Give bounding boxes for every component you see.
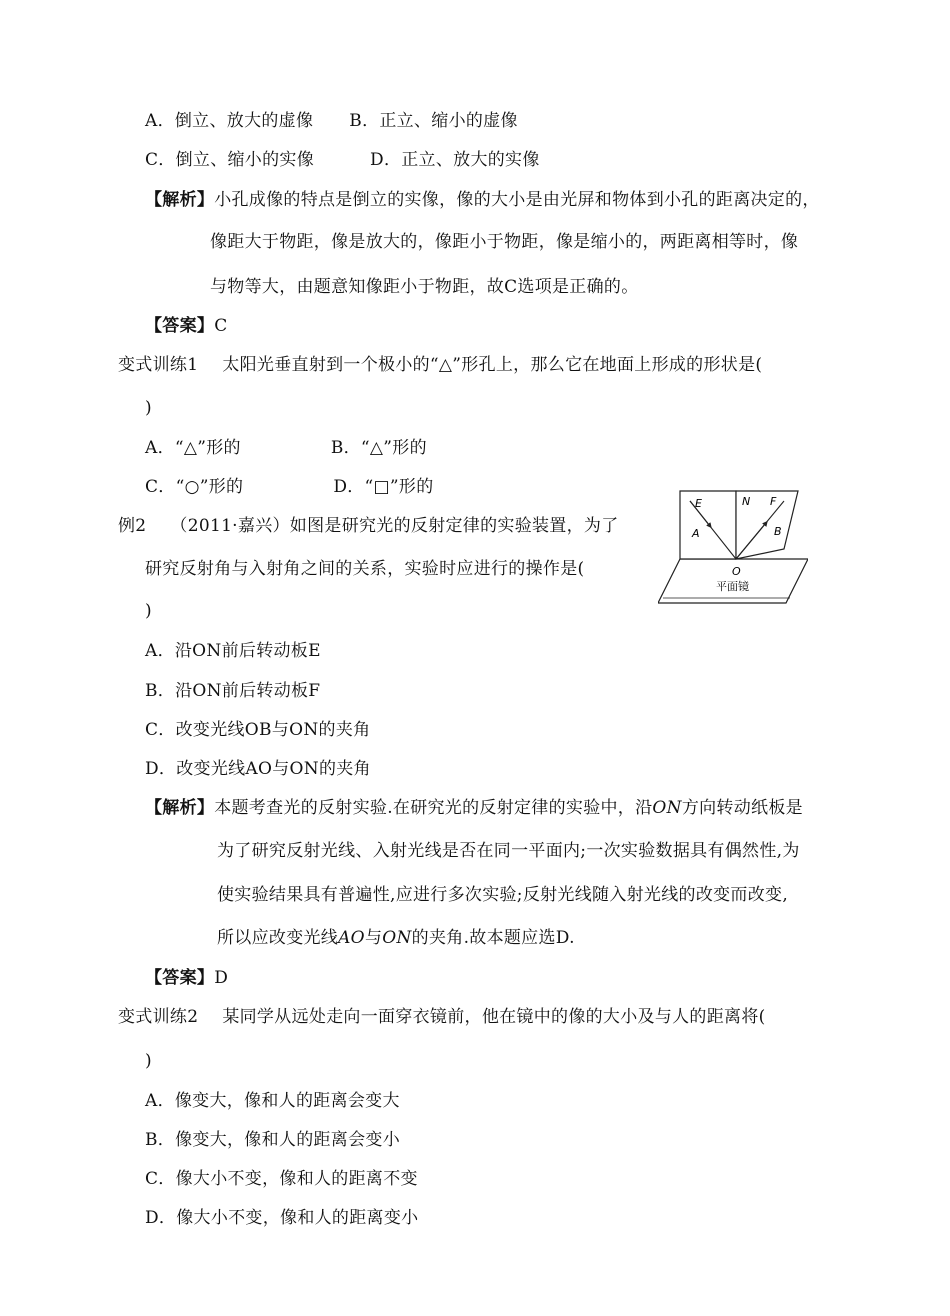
v2-stem-text: 某同学从远处走向一面穿衣镜前，他在镜中的像的大小及与人的距离将( [222,1007,766,1027]
v2-option-d: D．像大小不变，像和人的距离变小 [145,1208,419,1228]
v1-option-d: D．“□”形的 [333,477,434,497]
ex2-analysis-text-4c: 与 [364,928,383,948]
label-f: F [770,495,777,508]
q1-analysis-line-3: 与物等大，由题意知像距小于物距，故C选项是正确的。 [210,277,639,297]
q1-analysis-line-1 [145,189,820,211]
v1-stem-end: ) [145,398,152,418]
ex2-analysis-text-4a: 所以应改变光线 [217,928,339,948]
q1-answer [145,315,228,337]
q1-analysis-line-2: 像距大于物距，像是放大的，像距小于物距，像是缩小的，两距离相等时，像 [210,232,799,252]
v2-stem-end: ) [145,1051,152,1071]
q1-option-d: D．正立、放大的实像 [370,150,540,170]
label-b: B [774,525,782,538]
ex2-stem-line-2: 研究反射角与入射角之间的关系，实验时应进行的操作是( [145,559,585,579]
q1-answer-tag: 【答案】 [145,316,215,336]
q1-option-row-2 [145,149,540,171]
ex2-stem-end: ) [145,601,152,621]
reflection-experiment-figure [658,487,808,605]
label-e: E [695,497,702,510]
v2-option-b: B．像变大，像和人的距离会变小 [145,1130,400,1150]
q1-analysis-tag: 【解析】 [145,190,215,210]
ex2-analysis-tag: 【解析】 [145,798,215,818]
ex2-analysis-line-2: 为了研究反射光线、入射光线是否在同一平面内;一次实验数据具有偶然性,为 [217,841,800,861]
ex2-option-c: C．改变光线OB与ON的夹角 [145,720,371,740]
mirror-caption: 平面镜 [716,580,749,593]
v1-option-row-1 [145,437,427,459]
ex2-analysis-text-1c: 方向转动纸板是 [681,798,803,818]
label-n: N [742,495,751,508]
v1-option-a: A．“△”形的 [145,438,241,458]
ex2-analysis-text-4d: ON [382,928,412,948]
ex2-stem-text-1: （2011·嘉兴）如图是研究光的反射定律的实验装置，为了 [170,516,619,536]
v1-stem [118,354,762,376]
ex2-analysis-text-1b: ON [652,798,682,818]
ex2-analysis-text-4b: AO [338,928,365,948]
v2-option-c: C．像大小不变，像和人的距离不变 [145,1169,418,1189]
ex2-analysis-line-1 [145,797,803,819]
ex2-answer-tag: 【答案】 [145,968,215,988]
q1-analysis-text-1: 小孔成像的特点是倒立的实像，像的大小是由光屏和物体到小孔的距离决定的， [214,190,820,210]
q1-option-b: B．正立、缩小的虚像 [349,111,518,131]
v2-stem [118,1006,766,1028]
ex2-answer-value: D [214,968,229,988]
ex2-analysis-line-4 [217,927,575,949]
q1-answer-value: C [214,316,228,336]
ex2-analysis-text-4e: 的夹角.故本题应选D. [411,928,575,948]
ex2-option-d: D．改变光线AO与ON的夹角 [145,759,371,779]
ex2-analysis-text-1a: 本题考查光的反射实验.在研究光的反射定律的实验中，沿 [214,798,653,818]
v1-option-row-2 [145,476,434,498]
q1-option-c: C．倒立、缩小的实像 [145,150,315,170]
ex2-option-b: B．沿ON前后转动板F [145,681,321,701]
label-o: O [732,565,741,578]
v2-label: 变式训练2 [118,1007,199,1027]
q1-option-a: A．倒立、放大的虚像 [145,111,314,131]
v1-option-c: C．“○”形的 [145,477,244,497]
ex2-label: 例2 [118,516,147,536]
v1-stem-text: 太阳光垂直射到一个极小的“△”形孔上，那么它在地面上形成的形状是( [222,355,763,375]
v1-label: 变式训练1 [118,355,199,375]
ex2-answer [145,967,228,989]
ex2-analysis-line-3: 使实验结果具有普遍性,应进行多次实验;反射光线随入射光线的改变而改变, [217,885,789,905]
ex2-stem-line-1 [118,515,619,537]
label-a: A [692,527,700,540]
ex2-option-a: A．沿ON前后转动板E [145,641,321,661]
v1-option-b: B．“△”形的 [330,438,427,458]
q1-option-row-1 [145,110,518,132]
v2-option-a: A．像变大，像和人的距离会变大 [145,1091,400,1111]
